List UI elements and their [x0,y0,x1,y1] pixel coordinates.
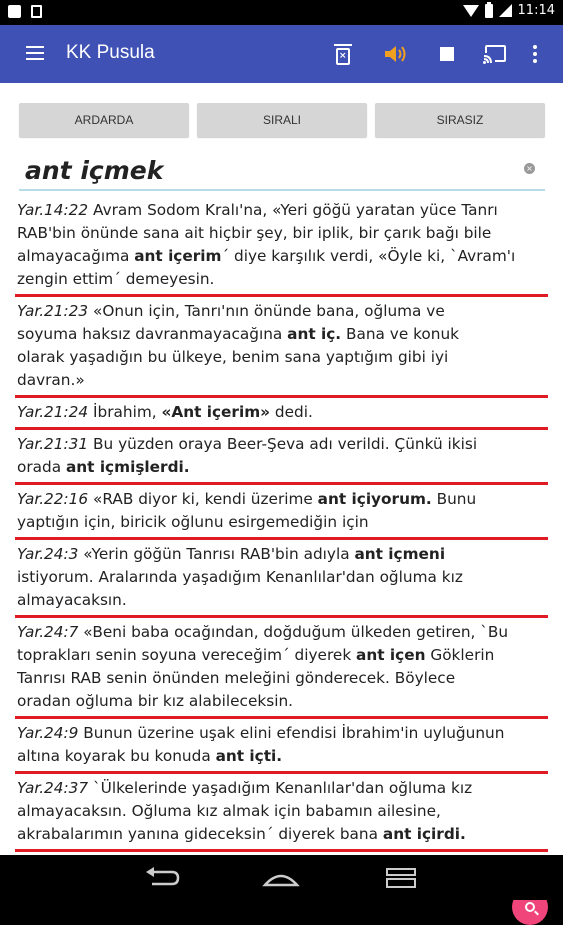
verse-text: İbrahim, [88,403,162,421]
verse-item[interactable] [15,722,548,774]
verse-text: almayacaksın. Oğluma kız almak için babamın ailesine, [17,802,441,820]
recent-apps-icon[interactable] [381,865,421,891]
search-match-highlight: ant içirdi. [382,825,466,843]
tab-sirasiz[interactable]: SIRASIZ [375,103,545,137]
verse-line [17,644,546,667]
search-match-highlight: ant içti. [215,747,283,765]
tab-sirali[interactable]: SIRALI [197,103,367,137]
sound-icon[interactable] [380,39,410,69]
verse-line [17,300,546,323]
verse-reference: Yar.22:16 [17,490,89,508]
verse-line [17,566,546,589]
clear-search-icon[interactable]: × [524,163,535,174]
verse-results-list[interactable] [15,199,548,887]
verse-reference: Yar.24:7 [17,623,79,641]
verse-text: soyuma haksız davranmayacağına [17,325,288,343]
notification-icon [31,5,42,18]
verse-item[interactable] [15,300,548,398]
verse-line [17,433,546,456]
verse-reference: Yar.14:22 [17,201,89,219]
verse-reference: Yar.24:9 [17,724,79,742]
search-input[interactable] [25,153,505,187]
verse-text: Göklerin [425,646,495,664]
verse-text: oradan oğluma bir kız alabileceksin. [17,692,294,710]
verse-text: Tanrısı RAB senin önünden meleğini gönderecek. Böylece [17,669,456,687]
verse-line [17,543,546,566]
verse-line [17,745,546,768]
tab-ardarda[interactable]: ARDARDA [19,103,189,137]
verse-text: akrabalarımın yanına gideceksin´ diyerek bana [17,825,383,843]
search-icon [525,902,535,912]
verse-line [17,823,546,846]
menu-icon[interactable] [26,46,44,60]
stop-icon[interactable] [432,39,462,69]
verse-line [17,401,546,424]
verse-reference: Yar.24:3 [17,545,79,563]
verse-line [17,245,546,268]
home-icon[interactable] [261,865,301,891]
back-icon[interactable] [142,865,182,891]
search-match-highlight: ant içmeni [354,545,446,563]
wifi-icon [463,5,479,17]
verse-line [17,456,546,479]
verse-text: dedi. [270,403,313,421]
notification-icons [8,5,42,18]
verse-text: Bunu [431,490,477,508]
verse-line [17,511,546,534]
notification-icon [8,5,21,18]
search-match-highlight: ant iç. [287,325,342,343]
search-match-highlight: «Ant içerim» [161,403,271,421]
clock: 11:14 [517,3,555,18]
verse-text: RAB'bin önünde sana ait hiçbir şey, bir iplik, bir çarık bağı bile [17,224,492,242]
verse-item[interactable] [15,777,548,852]
trash-icon[interactable]: × [328,39,358,69]
system-nav-bar [0,855,563,900]
verse-text: olarak yaşadığın bu ülkeye, benim sana yaptığım gibi iyi [17,348,449,366]
verse-reference: Yar.21:23 [17,302,89,320]
mode-tabs [19,103,545,137]
verse-item[interactable] [15,621,548,719]
verse-line [17,621,546,644]
more-options-icon[interactable] [520,39,550,69]
search-match-highlight: ant içen [356,646,426,664]
verse-line [17,488,546,511]
verse-item[interactable] [15,199,548,297]
verse-text: davran.» [17,371,85,389]
verse-line [17,369,546,392]
main-content [0,83,563,855]
verse-line [17,268,546,291]
verse-line [17,199,546,222]
verse-text: Bunun üzerine uşak elini efendisi İbrahim'in uyluğunun [78,724,505,742]
search-match-highlight: ant içerim [134,247,222,265]
verse-item[interactable] [15,543,548,618]
app-title: KK Pusula [66,42,155,63]
verse-reference: Yar.24:37 [17,779,89,797]
verse-line [17,777,546,800]
battery-icon [485,4,493,18]
signal-icon [499,4,512,17]
verse-line [17,346,546,369]
verse-item[interactable] [15,401,548,430]
verse-text: Avram Sodom Kralı'na, «Yeri göğü yaratan yüce Tanrı [88,201,498,219]
verse-line [17,690,546,713]
cast-icon[interactable] [480,39,510,69]
status-indicators [463,3,555,18]
verse-text: «Yerin göğün Tanrısı RAB'bin adıyla [78,545,355,563]
verse-text: Bu yüzden oraya Beer-Şeva adı verildi. Çünkü ikisi [88,435,478,453]
verse-text: zengin ettim´ demeyesin. [17,270,215,288]
search-match-highlight: ant içiyorum. [317,490,432,508]
verse-text: yaptığın için, biricik oğlunu esirgemediğin için [17,513,369,531]
search-bar [19,151,545,191]
verse-text: `Ülkelerinde yaşadığım Kenanlılar'dan oğluma kız [88,779,473,797]
verse-text: altına koyarak bu konuda [17,747,216,765]
verse-reference: Yar.21:24 [17,403,89,421]
status-bar [0,0,563,25]
verse-text: «Beni baba ocağından, doğduğum ülkeden getiren, `Bu [78,623,509,641]
verse-item[interactable] [15,433,548,485]
verse-text: almayacaksın. [17,591,127,609]
verse-text: orada [17,458,66,476]
verse-line [17,589,546,612]
verse-line [17,222,546,245]
verse-text: «RAB diyor ki, kendi üzerime [88,490,318,508]
verse-reference: Yar.21:31 [17,435,89,453]
verse-text: toprakları senin soyuna vereceğim´ diyerek [17,646,357,664]
verse-line [17,667,546,690]
verse-text: almayacağıma [17,247,135,265]
verse-text: Bana ve konuk [341,325,460,343]
verse-line [17,323,546,346]
search-match-highlight: ant içmişlerdi. [65,458,190,476]
app-toolbar [0,25,563,83]
verse-line [17,800,546,823]
verse-line [17,722,546,745]
verse-text: istiyorum. Aralarında yaşadığım Kenanlılar'dan oğluma kız [17,568,463,586]
verse-text: ´ diye karşılık verdi, «Öyle ki, `Avram'ı [221,247,516,265]
verse-item[interactable] [15,488,548,540]
verse-text: «Onun için, Tanrı'nın önünde bana, oğluma ve [88,302,445,320]
